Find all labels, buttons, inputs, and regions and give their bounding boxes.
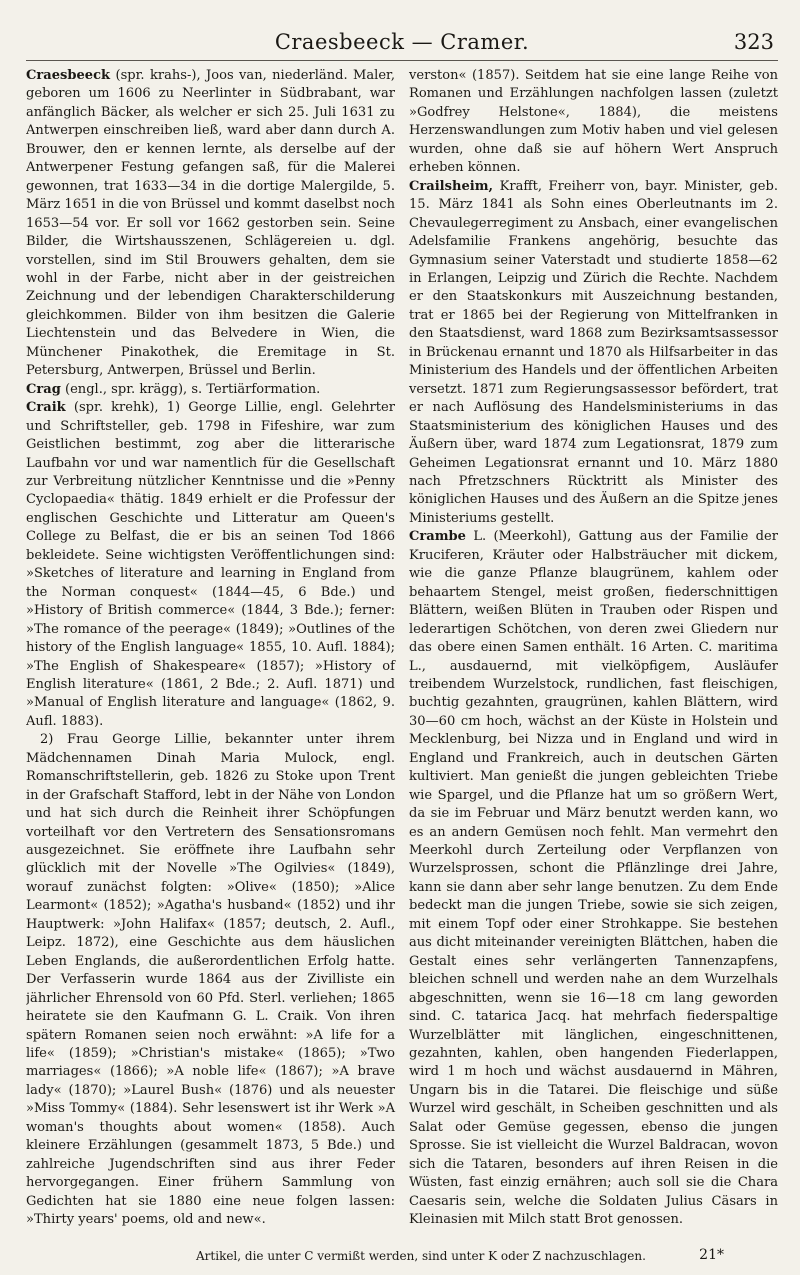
text-columns (26, 67, 778, 1231)
article-paragraph (26, 731, 395, 1229)
footer-note: Artikel, die unter C vermißt werden, sind unter K oder Z nachzuschlagen. (196, 1249, 646, 1263)
footer (26, 1247, 778, 1267)
article-paragraph (409, 1230, 778, 1231)
article-text: L. (Meerkohl), Gattung aus der Familie der Kruciferen, Kräuter oder Halbsträucher mit dickem, wie die ganze Pflanze blaugrünem, kahlem oder behaartem Stengel, meist großen, fiederschnittigen Blättern, weißen Blüten in Trauben oder Rispen und lederartigen Schötchen, von deren zwei Gliedern nur das obere einen Samen enthält. 16 Arten. C. maritima L., ausdauernd, mit vielköpfigem, Ausläufer treibendem Wurzelstock, rundlichen, fast fleischigen, buchtig gezahnten, graugrünen, kahlen Blättern, wird 30—60 cm hoch, wächst an der Küste in Holstein und Mecklenburg, bei Nizza und in England und wird in England und Frankreich, auch in deutschen Gärten kultiviert. Man genießt die jungen gebleichten Triebe wie Spargel, und die Pflanze hat um so größern Wert, da sie im Februar und März benutzt werden kann, wo es an andern Gemüsen noch fehlt. Man vermehrt den Meerkohl durch Zerteilung oder Verpflanzen von Wurzelsprossen, schont die Pflänzlinge drei Jahre, kann sie dann aber sehr lange benutzen. Zu dem Ende bedeckt man die jungen Triebe, sowie sie sich zeigen, mit einem Topf oder einer Strohkappe. Sie bestehen aus dicht miteinander vereinigten Blättchen, haben die Gestalt eines sehr verlängerten Tannenzapfens, bleichen schnell und werden nahe an dem Wurzelhals abgeschnitten, wenn sie 16—18 cm lang geworden sind. C. tatarica Jacq. hat mehrfach fiederspaltige Wurzelblätter mit länglichen, eingeschnittenen, gezahnten, kahlen, oben hangenden Fiederlappen, wird 1 m hoch und wächst ausdauernd in Mähren, Ungarn bis in die Tatarei. Die fleischige und süße Wurzel wird geschält, in Scheiben geschnitten und als Salat oder Gemüse gegessen, ebenso die jungen Sprosse. Sie ist vielleicht die Wurzel Baldracan, wovon sich die Tataren, besonders auf ihren Reisen in die Wüsten, fast einzig ernähren; auch soll sie die Chara Caesaris sein, welche die Soldaten Julius Cäsars in Kleinasien mit Milch statt Brot genossen. (409, 529, 778, 1228)
article-text: verston« (1857). Seitdem hat sie eine lange Reihe von Romanen und Erzählungen nachfolgen lassen (zuletzt »Godfrey Helstone«, 1884), die meistens Herzenswandlungen zum Motiv haben und viel gelesen wurden, ohne daß sie auf höhern Wert Anspruch erheben können. (409, 68, 778, 176)
article-paragraph (409, 528, 778, 1229)
article-text: Krafft, Freiherr von, bayr. Minister, geb. 15. März 1841 als Sohn eines Oberleutnants im 2. Chevaulegerregiment zu Ansbach, einer evangelischen Adelsfamilie Frankens angehörig, besuchte das Gymnasium seiner Vaterstadt und studierte 1858—62 in Erlangen, Leipzig und Zürich die Rechte. Nachdem er den Staatskonkurs mit Auszeichnung bestanden, trat er 1865 bei der Regierung von Mittelfranken in den Staatsdienst, ward 1868 zum Bezirksamtsassessor in Brückenau ernannt und 1870 als Hilfsarbeiter in das Ministerium des Handels und der öffentlichen Arbeiten versetzt. 1871 zum Regierungsassessor befördert, trat er nach Auflösung des Handelsministeriums in das Staatsministerium des königlichen Hauses und des Äußern über, ward 1874 zum Legationsrat, 1879 zum Geheimen Legationsrat ernannt und 10. März 1880 nach Pfretzschners Rücktritt als Minister des königlichen Hauses und des Äußern an die Spitze jenes Ministeriums gestellt. (409, 178, 778, 526)
article-paragraph (409, 67, 778, 178)
article-headword: Craik (26, 400, 66, 416)
signature-mark: 21* (699, 1247, 724, 1263)
running-title: Craesbeeck — Cramer. (274, 30, 530, 54)
article-paragraph (26, 381, 395, 399)
running-header (26, 26, 778, 61)
article-headword: Craesbeeck (26, 68, 111, 83)
article-paragraph (26, 399, 395, 731)
article-headword: Crag (26, 381, 61, 397)
article-paragraph (409, 178, 778, 529)
left-column (26, 67, 395, 1231)
article-text: (spr. krehk), 1) George Lillie, engl. Gelehrter und Schriftsteller, geb. 1798 in Fifeshire, war zum Geistlichen bestimmt, zog aber die litterarische Laufbahn vor und war namentlich für die Gesellschaft zur Verbreitung nützlicher Kenntnisse und die »Penny Cyclopaedia« thätig. 1849 erhielt er die Professur der englischen Geschichte und Litteratur am Queen's College zu Belfast, die er bis an seinen Tod 1866 bekleidete. Seine wichtigsten Veröffentlichungen sind: »Sketches of literature and learning in England from the Norman conquest« (1844—45, 6 Bde.) und »History of British commerce« (1844, 3 Bde.); ferner: »The romance of the peerage« (1849); »Outlines of the history of the English language« 1855, 10. Aufl. 1884); »The English of Shakespeare« (1857); »History of English literature« (1861, 2 Bde.; 2. Aufl. 1871) und »Manual of English literature and language« (1862, 9. Aufl. 1883). (26, 400, 395, 729)
right-column (409, 67, 778, 1231)
article-headword: Crambe (409, 529, 466, 545)
article-paragraph (26, 1230, 395, 1231)
article-text: (spr. krahs-), Joos van, niederländ. Maler, geboren um 1606 zu Neerlinter in Südbrabant, war anfänglich Bäcker, als welcher er sich 25. Juli 1631 zu Antwerpen einschreiben ließ, ward aber dann durch A. Brouwer, den er kennen lernte, als derselbe auf der Antwerpener Festung gefangen saß, für die Malerei gewonnen, trat 1633—34 in die dortige Malergilde, 5. März 1651 in die von Brüssel und kommt daselbst noch 1653—54 vor. Er soll vor 1662 gestorben sein. Seine Bilder, die Wirtshausszenen, Schlägereien u. dgl. vorstellen, sind im Stil Brouwers gehalten, dem sie wohl in der Farbe, nicht aber in der geistreichen Zeichnung und der lebendigen Charakterschilderung gleichkommen. Bilder von ihm besitzen die Galerie Liechtenstein und das Belvedere in Wien, die Münchener Pinakothek, die Eremitage in St. Petersburg, Antwerpen, Brüssel und Berlin. (26, 68, 395, 379)
article-text: 2) Frau George Lillie, bekannter unter ihrem Mädchennamen Dinah Maria Mulock, engl. Romanschriftstellerin, geb. 1826 zu Stoke upon Trent in der Grafschaft Stafford, lebt in der Nähe von London und hat sich durch die Reinheit ihrer Schöpfungen vorteilhaft vor den Vertretern des Sensationsromans ausgezeichnet. Sie eröffnete ihre Laufbahn sehr glücklich mit der Novelle »The Ogilvies« (1849), worauf zunächst folgten: »Olive« (1850); »Alice Learmont« (1852); »Agatha's husband« (1852) und ihr Hauptwerk: »John Halifax« (1857; deutsch, 2. Aufl., Leipz. 1872), eine Geschichte aus dem häuslichen Leben Englands, die außerordentlichen Erfolg hatte. Der Verfasserin wurde 1864 aus der Zivilliste ein jährlicher Ehrensold von 60 Pfd. Sterl. verliehen; 1865 heiratete sie den Kaufmann G. L. Craik. Von ihren spätern Romanen seien noch erwähnt: »A life for a life« (1859); »Christian's mistake« (1865); »Two marriages« (1866); »A noble life« (1867); »A brave lady« (1870); »Laurel Bush« (1876) und als neuester »Miss Tommy« (1884). Sehr lesenswert ist ihr Werk »A woman's thoughts about women« (1858). Auch kleinere Erzählungen (gesammelt 1873, 5 Bde.) und zahlreiche Jugendschriften sind aus ihrer Feder hervorgegangen. Einer frühern Sammlung von Gedichten hat sie 1880 eine neue folgen lassen: »Thirty years' poems, old and new«. (26, 732, 395, 1228)
article-paragraph (26, 67, 395, 381)
article-headword: Crailsheim, (409, 178, 494, 194)
page-number: 323 (733, 30, 774, 54)
article-text: (engl., spr. krägg), s. Tertiärformation. (60, 381, 321, 397)
